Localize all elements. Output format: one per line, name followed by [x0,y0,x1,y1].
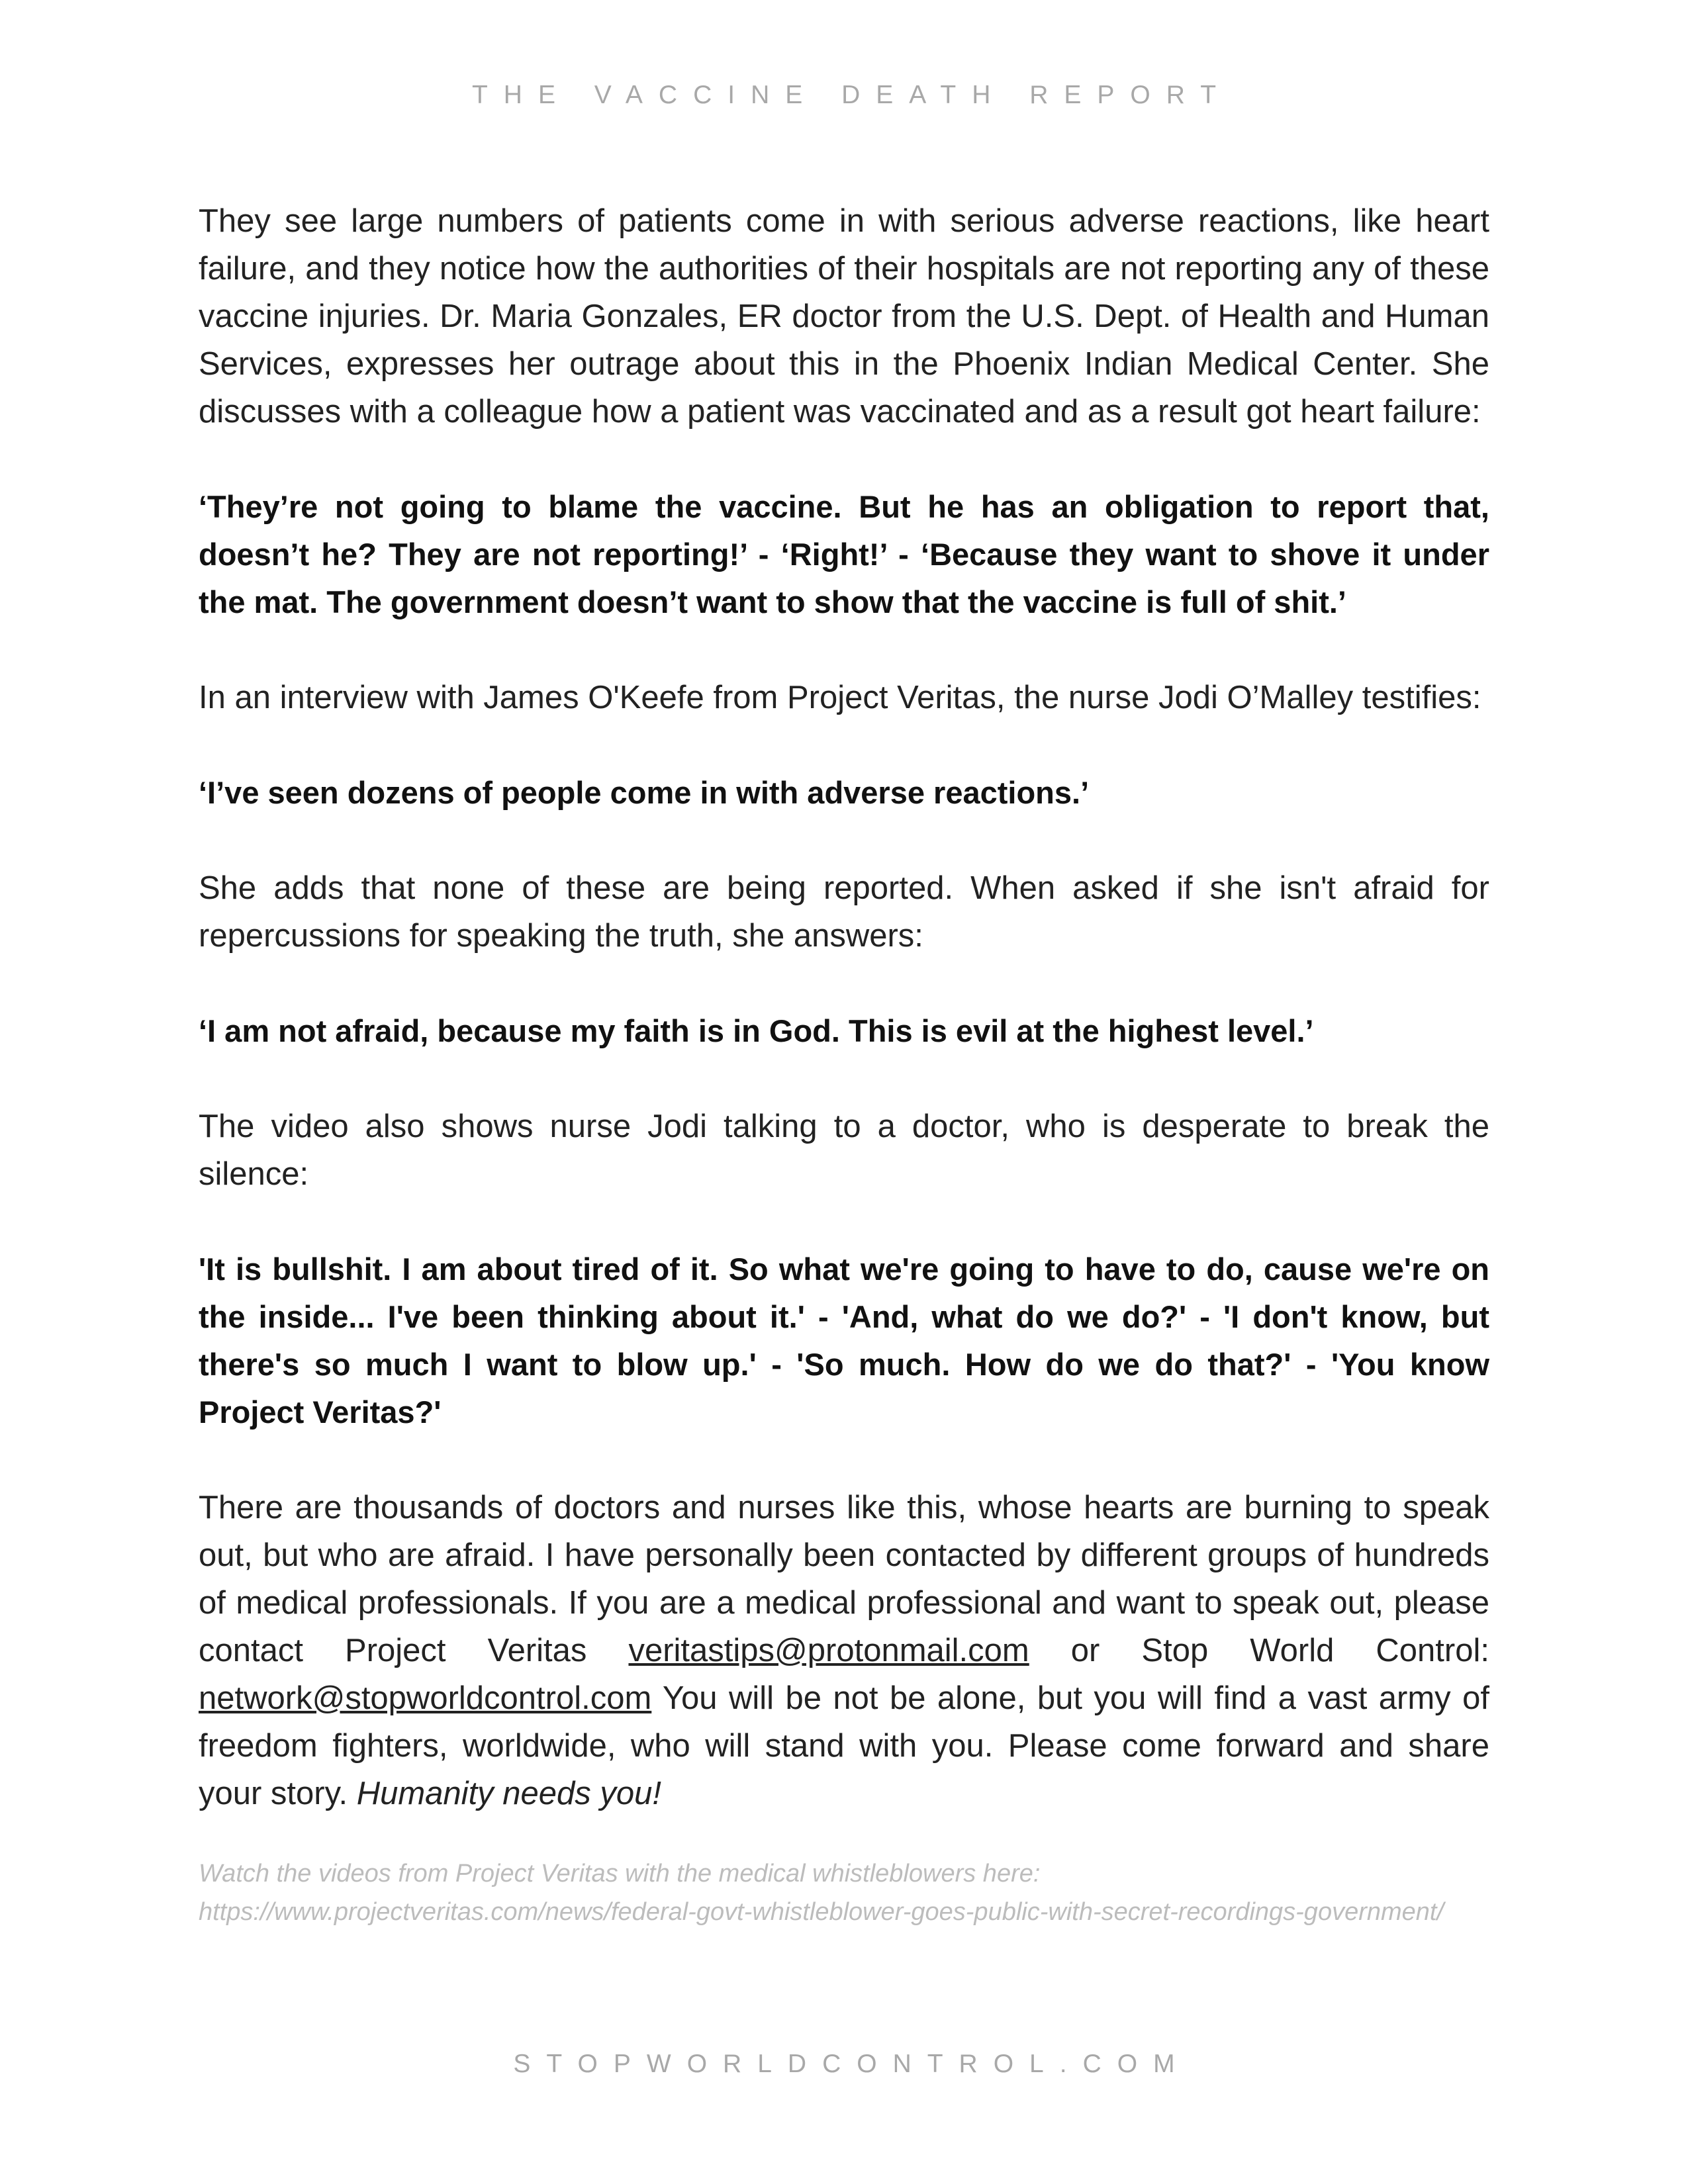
cta-text-part1: There are thousands of doctors and nurses like this, whose hearts are burning to speak out, but who are afraid. I have personally been contacted by different groups of hundreds of medical professionals. If you are a medical professional and want to speak out, please contact Project Veritas [199,1490,1489,1668]
page-content [199,197,1489,1931]
cta-text-part3: You will be not be alone, but you will find a vast army of freedom fighters, worldwide, who will stand with you. Please come forward and share your story. [199,1680,1489,1811]
spacer [199,721,1489,769]
spacer [199,435,1489,483]
running-footer: STOPWORLDCONTROL.COM [513,2050,1191,2078]
cta-emphasis: Humanity needs you! [356,1776,662,1811]
spacer [199,1817,1489,1854]
running-header: THE VACCINE DEATH REPORT [471,81,1233,109]
quote-doctor: 'It is bullshit. I am about tired of it. So what we're going to have to do, cause we're on the inside... I've been thinking about it.' - 'And, what do we do?' - 'I don't know, but there's so much I want to blow up.' - 'So much. How do we do that?' - 'You know Project Veritas?' [199,1251,1489,1430]
spacer [199,1055,1489,1103]
spacer [199,626,1489,674]
email-link-veritas[interactable]: veritastips@protonmail.com [628,1633,1029,1668]
source-note-line1: Watch the videos from Project Veritas with the medical whistleblowers here: [199,1860,1041,1888]
quote-dozens: ‘I’ve seen dozens of people come in with adverse reactions.’ [199,775,1090,810]
spacer [199,1436,1489,1484]
source-note [199,1854,1489,1931]
spacer [199,960,1489,1007]
cta-text-part2: or Stop World Control: [1029,1633,1489,1668]
quote-gonzales: ‘They’re not going to blame the vaccine. But he has an obligation to report that, doesn’t he? They are not reporting!’ - ‘Right!’ - ‘Because they want to shove it under the mat. The government doesn’t want to show that the vaccine is full of shit.’ [199,489,1489,619]
source-note-url[interactable]: https://www.projectveritas.com/news/federal-govt-whistleblower-goes-public-with-secret-recordings-government/ [199,1898,1444,1926]
paragraph-repercussions: She adds that none of these are being reported. When asked if she isn't afraid for repercussions for speaking the truth, she answers: [199,870,1489,954]
paragraph-intro: They see large numbers of patients come in with serious adverse reactions, like heart failure, and they notice how the authorities of their hospitals are not reporting any of these vaccine injuries. Dr. Maria Gonzales, ER doctor from the U.S. Dept. of Health and Human Services, expresses her outrage about this in the Phoenix Indian Medical Center. She discusses with a colleague how a patient was vaccinated and as a result got heart failure: [199,203,1489,430]
spacer [199,817,1489,864]
paragraph-video: The video also shows nurse Jodi talking to a doctor, who is desperate to break the silence: [199,1109,1489,1192]
email-link-stopworldcontrol[interactable]: network@stopworldcontrol.com [199,1680,652,1716]
spacer [199,1198,1489,1246]
paragraph-call-to-action [199,1484,1489,1817]
paragraph-interview: In an interview with James O'Keefe from Project Veritas, the nurse Jodi O’Malley testifies: [199,680,1481,715]
quote-faith: ‘I am not afraid, because my faith is in God. This is evil at the highest level.’ [199,1013,1314,1048]
